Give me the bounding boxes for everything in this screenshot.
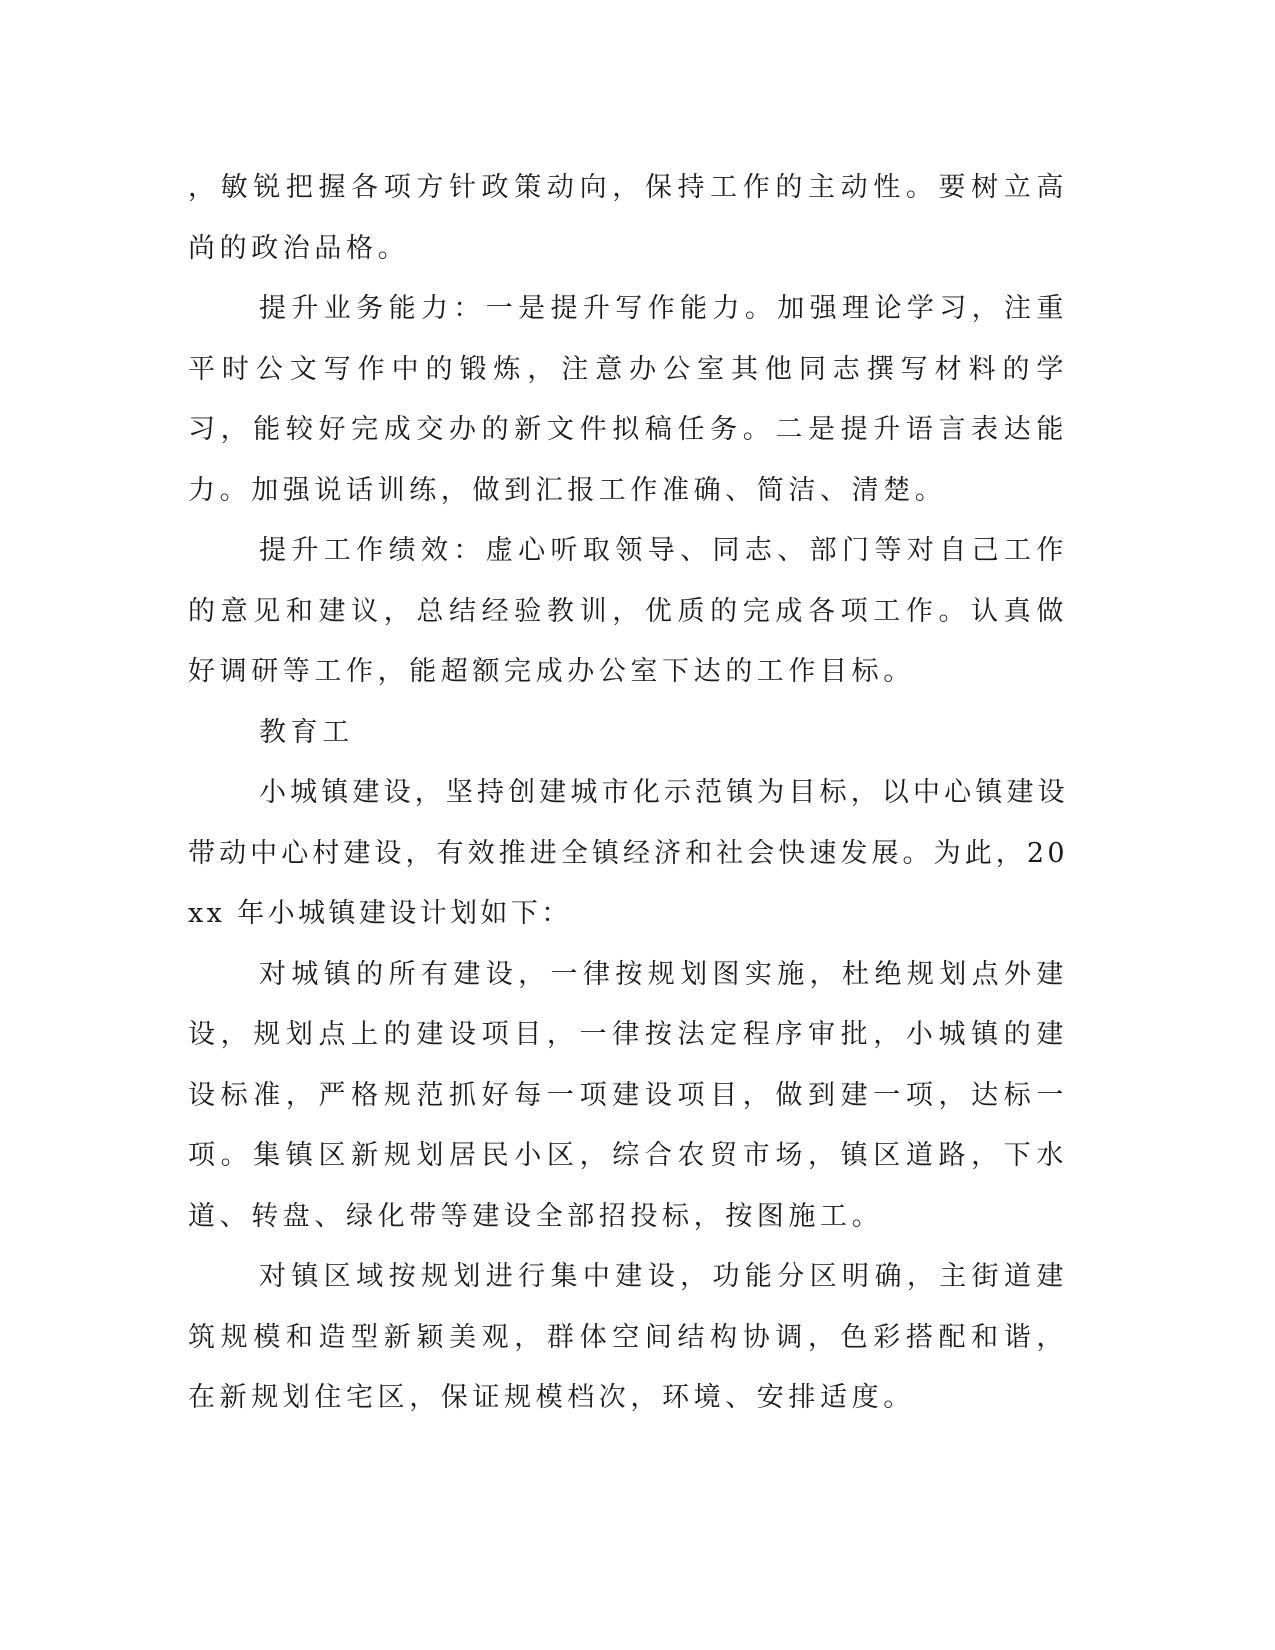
paragraph-district-construction: 对镇区域按规划进行集中建设，功能分区明确，主街道建筑规模和造型新颖美观，群体空间结构协调，色彩搭配和谐，在新规划住宅区，保证规模档次，环境、安排适度。 xyxy=(188,1261,1068,1413)
paragraph-political-quality: ，敏锐把握各项方针政策动向，保持工作的主动性。要树立高尚的政治品格。 xyxy=(188,172,1068,264)
paragraph-business-ability: 提升业务能力：一是提升写作能力。加强理论学习，注重平时公文写作中的锻炼，注意办公室其他同志撰写材料的学习，能较好完成交办的新文件拟稿任务。二是提升语言表达能力。加强说话训练，做到汇报工作准确、简洁、清楚。 xyxy=(188,293,1068,506)
paragraph-work-performance: 提升工作绩效：虚心听取领导、同志、部门等对自己工作的意见和建议，总结经验教训，优质的完成各项工作。认真做好调研等工作，能超额完成办公室下达的工作目标。 xyxy=(188,535,1068,687)
paragraph-education-heading: 教育工 xyxy=(259,716,354,748)
paragraph-construction-planning: 对城镇的所有建设，一律按规划图实施，杜绝规划点外建设，规划点上的建设项目，一律按法定程序审批，小城镇的建设标准，严格规范抓好每一项建设项目，做到建一项，达标一项。集镇区新规划居民小区，综合农贸市场，镇区道路，下水道、转盘、绿化带等建设全部招投标，按图施工。 xyxy=(188,958,1068,1232)
paragraph-town-construction: 小城镇建设，坚持创建城市化示范镇为目标，以中心镇建设带动中心村建设，有效推进全镇经济和社会快速发展。为此，20xx 年小城镇建设计划如下： xyxy=(188,777,1068,929)
document-body xyxy=(188,158,1068,1429)
